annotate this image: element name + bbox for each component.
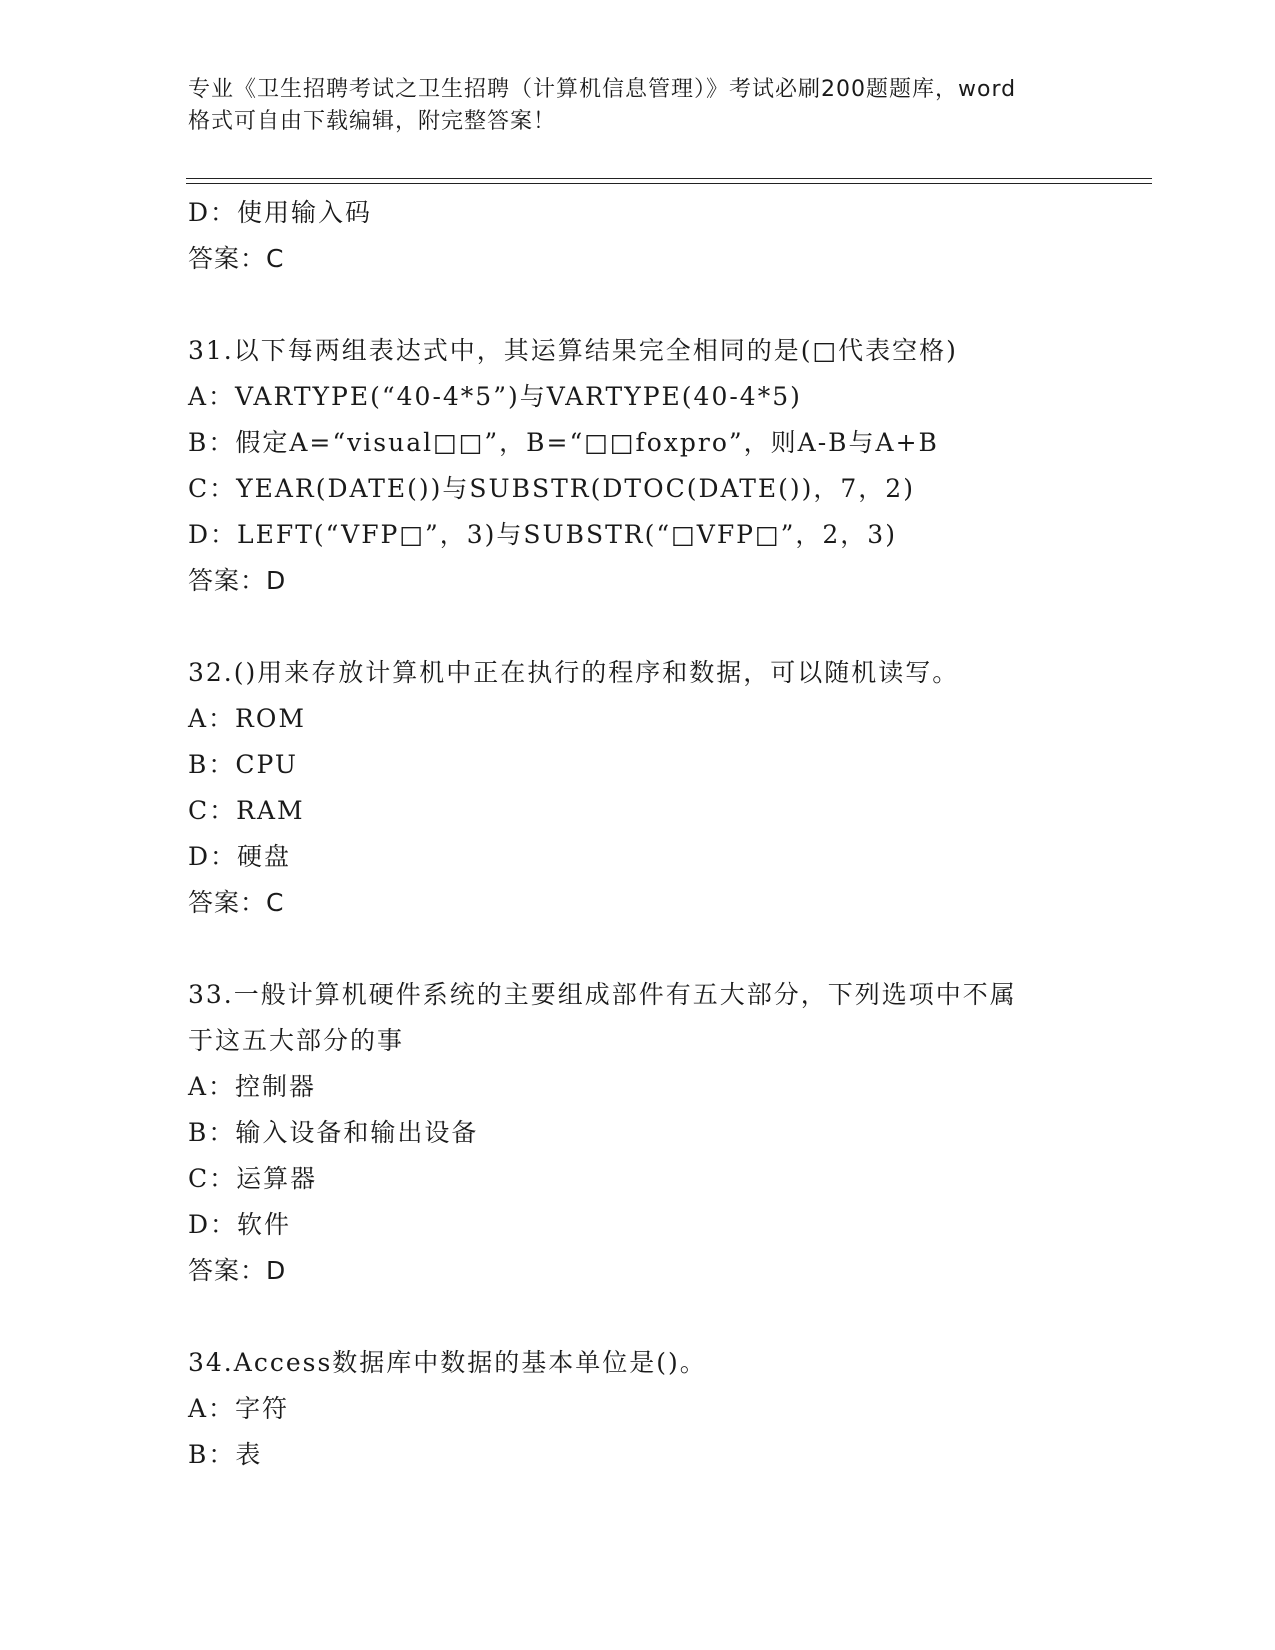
question-stem: 31.以下每两组表达式中，其运算结果完全相同的是(□代表空格) bbox=[188, 336, 958, 365]
option-c: C：RAM bbox=[188, 796, 305, 825]
option-d: D：硬盘 bbox=[188, 842, 292, 871]
question-stem: 32.()用来存放计算机中正在执行的程序和数据，可以随机读写。 bbox=[188, 658, 960, 687]
option-d: D：使用输入码 bbox=[188, 198, 373, 227]
option-a: A：控制器 bbox=[188, 1072, 317, 1101]
previous-question-tail bbox=[188, 190, 1088, 282]
option-b: B：输入设备和输出设备 bbox=[188, 1118, 479, 1147]
option-d: D：软件 bbox=[188, 1210, 292, 1239]
header-line-2: 格式可自由下载编辑，附完整答案！ bbox=[188, 109, 557, 134]
option-b: B：表 bbox=[188, 1440, 263, 1469]
option-b: B：CPU bbox=[188, 750, 298, 779]
question-list bbox=[188, 190, 1088, 1478]
header-line-1: 专业《卫生招聘考试之卫生招聘（计算机信息管理）》考试必刷200题题库，word bbox=[188, 77, 1017, 102]
answer-line: 答案：D bbox=[188, 566, 287, 595]
option-b: B：假定A=“visual□□”，B=“□□foxpro”，则A-B与A+B bbox=[188, 428, 939, 457]
question-stem-line-1: 33.一般计算机硬件系统的主要组成部件有五大部分，下列选项中不属 bbox=[188, 980, 1017, 1009]
question-33 bbox=[188, 972, 1088, 1294]
question-31 bbox=[188, 328, 1088, 604]
option-a: A：VARTYPE(“40-4*5”)与VARTYPE(40-4*5) bbox=[188, 382, 802, 411]
question-32 bbox=[188, 650, 1088, 926]
question-stem: 34.Access数据库中数据的基本单位是()。 bbox=[188, 1348, 707, 1377]
option-c: C：YEAR(DATE())与SUBSTR(DTOC(DATE())，7，2) bbox=[188, 474, 915, 503]
answer-line: 答案：C bbox=[188, 888, 285, 917]
question-stem-line-2: 于这五大部分的事 bbox=[188, 1026, 405, 1055]
question-34 bbox=[188, 1340, 1088, 1478]
answer-line: 答案：D bbox=[188, 1256, 287, 1285]
header-divider-top bbox=[186, 178, 1152, 179]
option-a: A：ROM bbox=[188, 704, 306, 733]
option-d: D：LEFT(“VFP□”，3)与SUBSTR(“□VFP□”，2，3) bbox=[188, 520, 897, 549]
header-divider-bottom bbox=[186, 183, 1152, 184]
option-a: A：字符 bbox=[188, 1394, 290, 1423]
option-c: C：运算器 bbox=[188, 1164, 318, 1193]
document-header bbox=[188, 74, 1088, 138]
answer-line: 答案：C bbox=[188, 244, 285, 273]
